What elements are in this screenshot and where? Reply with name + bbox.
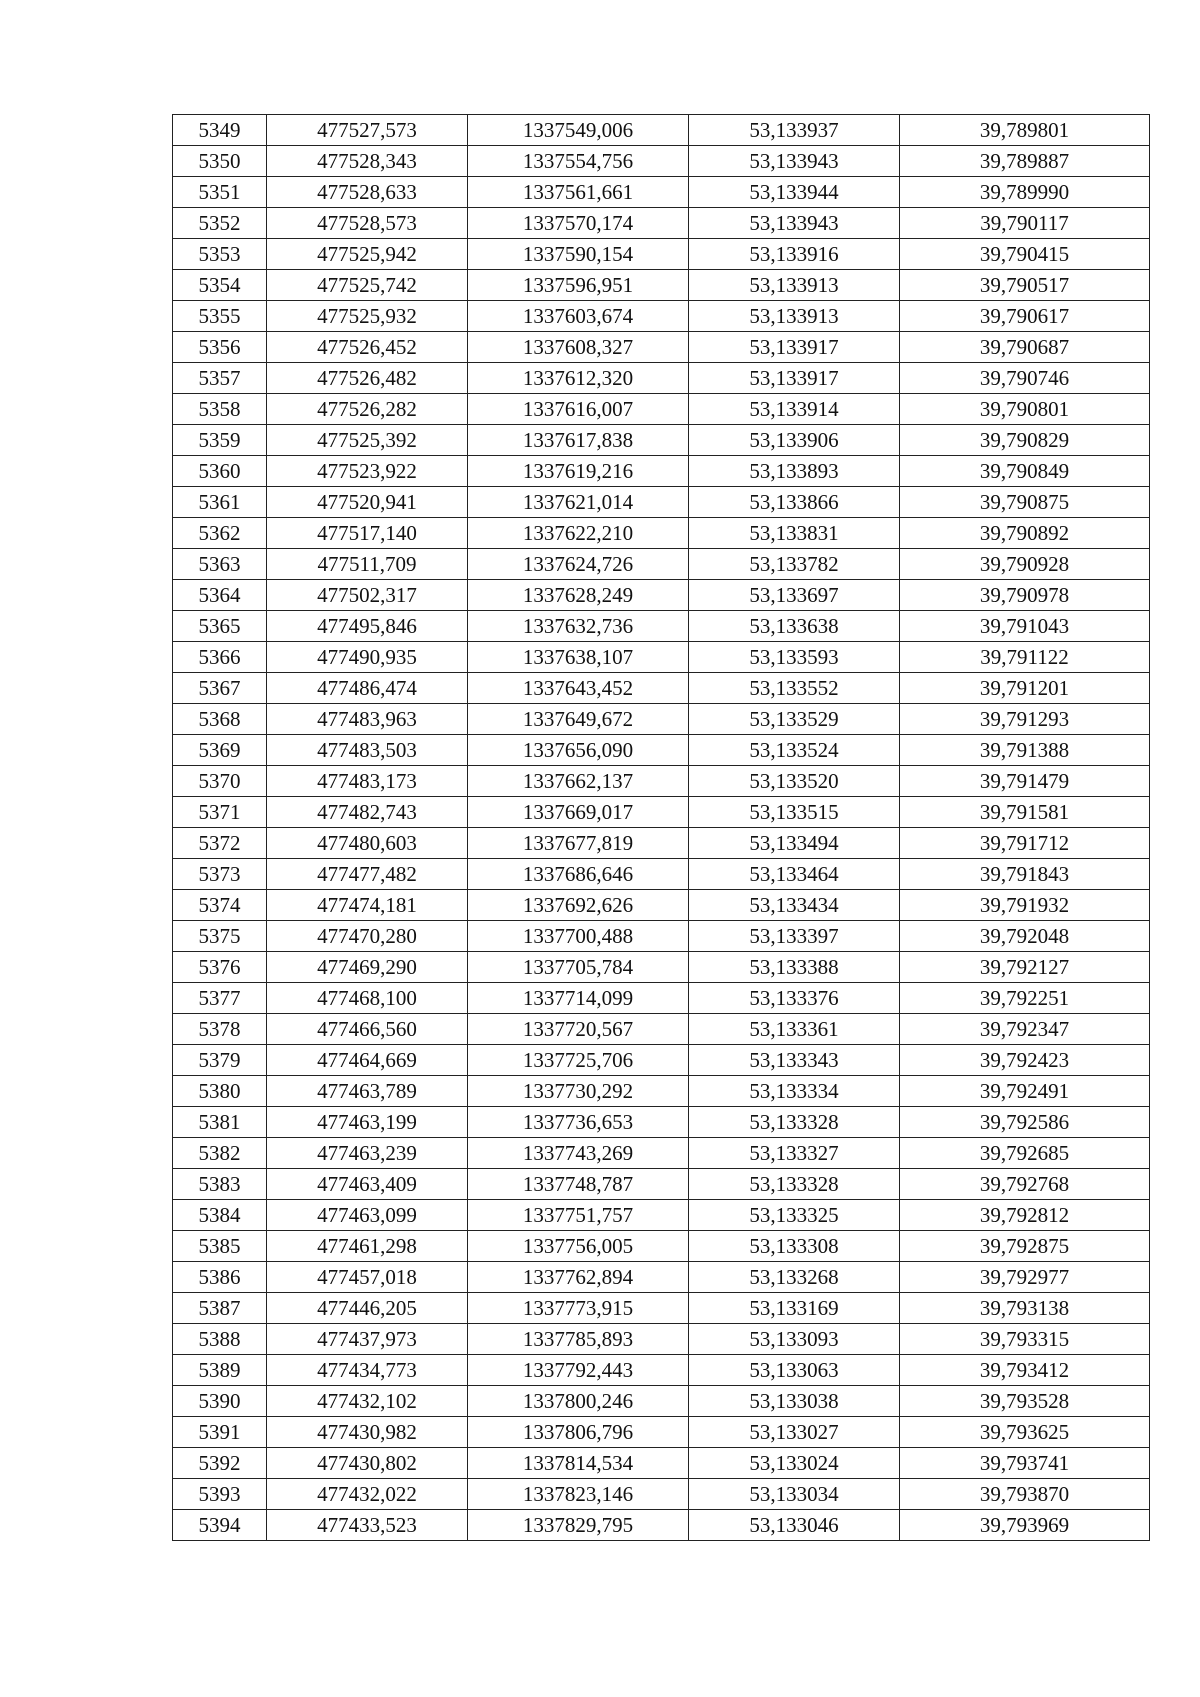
y-coordinate-cell: 1337806,796 — [468, 1417, 689, 1448]
y-coordinate-cell: 1337608,327 — [468, 332, 689, 363]
latitude-cell: 53,133697 — [689, 580, 900, 611]
longitude-cell: 39,790849 — [900, 456, 1150, 487]
table-row — [173, 425, 1150, 456]
point-number-cell: 5360 — [173, 456, 267, 487]
y-coordinate-cell: 1337622,210 — [468, 518, 689, 549]
point-number-cell: 5381 — [173, 1107, 267, 1138]
table-row — [173, 270, 1150, 301]
x-coordinate-cell: 477457,018 — [267, 1262, 468, 1293]
y-coordinate-cell: 1337656,090 — [468, 735, 689, 766]
table-row — [173, 673, 1150, 704]
longitude-cell: 39,792127 — [900, 952, 1150, 983]
latitude-cell: 53,133515 — [689, 797, 900, 828]
longitude-cell: 39,792685 — [900, 1138, 1150, 1169]
table-row — [173, 456, 1150, 487]
y-coordinate-cell: 1337725,706 — [468, 1045, 689, 1076]
point-number-cell: 5354 — [173, 270, 267, 301]
longitude-cell: 39,790415 — [900, 239, 1150, 270]
x-coordinate-cell: 477495,846 — [267, 611, 468, 642]
latitude-cell: 53,133063 — [689, 1355, 900, 1386]
point-number-cell: 5376 — [173, 952, 267, 983]
y-coordinate-cell: 1337628,249 — [468, 580, 689, 611]
y-coordinate-cell: 1337619,216 — [468, 456, 689, 487]
latitude-cell: 53,133944 — [689, 177, 900, 208]
x-coordinate-cell: 477502,317 — [267, 580, 468, 611]
table-row — [173, 797, 1150, 828]
latitude-cell: 53,133914 — [689, 394, 900, 425]
y-coordinate-cell: 1337705,784 — [468, 952, 689, 983]
latitude-cell: 53,133943 — [689, 146, 900, 177]
point-number-cell: 5383 — [173, 1169, 267, 1200]
x-coordinate-cell: 477470,280 — [267, 921, 468, 952]
longitude-cell: 39,791388 — [900, 735, 1150, 766]
table-row — [173, 642, 1150, 673]
latitude-cell: 53,133916 — [689, 239, 900, 270]
longitude-cell: 39,789801 — [900, 115, 1150, 146]
longitude-cell: 39,790875 — [900, 487, 1150, 518]
latitude-cell: 53,133937 — [689, 115, 900, 146]
point-number-cell: 5362 — [173, 518, 267, 549]
y-coordinate-cell: 1337638,107 — [468, 642, 689, 673]
latitude-cell: 53,133529 — [689, 704, 900, 735]
longitude-cell: 39,791043 — [900, 611, 1150, 642]
y-coordinate-cell: 1337762,894 — [468, 1262, 689, 1293]
point-number-cell: 5393 — [173, 1479, 267, 1510]
table-row — [173, 1200, 1150, 1231]
latitude-cell: 53,133046 — [689, 1510, 900, 1541]
y-coordinate-cell: 1337570,174 — [468, 208, 689, 239]
table-row — [173, 1262, 1150, 1293]
x-coordinate-cell: 477477,482 — [267, 859, 468, 890]
longitude-cell: 39,792768 — [900, 1169, 1150, 1200]
table-row — [173, 549, 1150, 580]
table-row — [173, 1324, 1150, 1355]
latitude-cell: 53,133638 — [689, 611, 900, 642]
y-coordinate-cell: 1337814,534 — [468, 1448, 689, 1479]
x-coordinate-cell: 477525,742 — [267, 270, 468, 301]
x-coordinate-cell: 477463,409 — [267, 1169, 468, 1200]
y-coordinate-cell: 1337624,726 — [468, 549, 689, 580]
latitude-cell: 53,133388 — [689, 952, 900, 983]
latitude-cell: 53,133093 — [689, 1324, 900, 1355]
longitude-cell: 39,792251 — [900, 983, 1150, 1014]
y-coordinate-cell: 1337829,795 — [468, 1510, 689, 1541]
longitude-cell: 39,793870 — [900, 1479, 1150, 1510]
y-coordinate-cell: 1337692,626 — [468, 890, 689, 921]
y-coordinate-cell: 1337561,661 — [468, 177, 689, 208]
coordinates-table — [172, 114, 1150, 1541]
y-coordinate-cell: 1337730,292 — [468, 1076, 689, 1107]
table-row — [173, 983, 1150, 1014]
y-coordinate-cell: 1337621,014 — [468, 487, 689, 518]
point-number-cell: 5389 — [173, 1355, 267, 1386]
longitude-cell: 39,792048 — [900, 921, 1150, 952]
point-number-cell: 5368 — [173, 704, 267, 735]
point-number-cell: 5394 — [173, 1510, 267, 1541]
x-coordinate-cell: 477463,239 — [267, 1138, 468, 1169]
longitude-cell: 39,791201 — [900, 673, 1150, 704]
x-coordinate-cell: 477517,140 — [267, 518, 468, 549]
x-coordinate-cell: 477474,181 — [267, 890, 468, 921]
table-row — [173, 1045, 1150, 1076]
point-number-cell: 5375 — [173, 921, 267, 952]
x-coordinate-cell: 477432,022 — [267, 1479, 468, 1510]
table-row — [173, 1231, 1150, 1262]
longitude-cell: 39,793625 — [900, 1417, 1150, 1448]
x-coordinate-cell: 477526,482 — [267, 363, 468, 394]
x-coordinate-cell: 477446,205 — [267, 1293, 468, 1324]
table-row — [173, 890, 1150, 921]
latitude-cell: 53,133169 — [689, 1293, 900, 1324]
point-number-cell: 5364 — [173, 580, 267, 611]
point-number-cell: 5356 — [173, 332, 267, 363]
table-row — [173, 921, 1150, 952]
longitude-cell: 39,791712 — [900, 828, 1150, 859]
point-number-cell: 5361 — [173, 487, 267, 518]
point-number-cell: 5351 — [173, 177, 267, 208]
longitude-cell: 39,790978 — [900, 580, 1150, 611]
x-coordinate-cell: 477469,290 — [267, 952, 468, 983]
table-row — [173, 146, 1150, 177]
longitude-cell: 39,790746 — [900, 363, 1150, 394]
longitude-cell: 39,789887 — [900, 146, 1150, 177]
table-row — [173, 1479, 1150, 1510]
longitude-cell: 39,793412 — [900, 1355, 1150, 1386]
point-number-cell: 5350 — [173, 146, 267, 177]
point-number-cell: 5386 — [173, 1262, 267, 1293]
table-row — [173, 952, 1150, 983]
x-coordinate-cell: 477434,773 — [267, 1355, 468, 1386]
x-coordinate-cell: 477464,669 — [267, 1045, 468, 1076]
y-coordinate-cell: 1337649,672 — [468, 704, 689, 735]
point-number-cell: 5369 — [173, 735, 267, 766]
longitude-cell: 39,792347 — [900, 1014, 1150, 1045]
y-coordinate-cell: 1337748,787 — [468, 1169, 689, 1200]
x-coordinate-cell: 477466,560 — [267, 1014, 468, 1045]
latitude-cell: 53,133343 — [689, 1045, 900, 1076]
point-number-cell: 5387 — [173, 1293, 267, 1324]
table-row — [173, 580, 1150, 611]
latitude-cell: 53,133464 — [689, 859, 900, 890]
y-coordinate-cell: 1337785,893 — [468, 1324, 689, 1355]
table-row — [173, 115, 1150, 146]
latitude-cell: 53,133434 — [689, 890, 900, 921]
point-number-cell: 5374 — [173, 890, 267, 921]
point-number-cell: 5370 — [173, 766, 267, 797]
longitude-cell: 39,792977 — [900, 1262, 1150, 1293]
table-row — [173, 1386, 1150, 1417]
y-coordinate-cell: 1337743,269 — [468, 1138, 689, 1169]
latitude-cell: 53,133325 — [689, 1200, 900, 1231]
table-row — [173, 363, 1150, 394]
y-coordinate-cell: 1337800,246 — [468, 1386, 689, 1417]
longitude-cell: 39,791843 — [900, 859, 1150, 890]
table-row — [173, 1107, 1150, 1138]
latitude-cell: 53,133552 — [689, 673, 900, 704]
y-coordinate-cell: 1337612,320 — [468, 363, 689, 394]
x-coordinate-cell: 477483,173 — [267, 766, 468, 797]
longitude-cell: 39,792812 — [900, 1200, 1150, 1231]
point-number-cell: 5365 — [173, 611, 267, 642]
point-number-cell: 5384 — [173, 1200, 267, 1231]
longitude-cell: 39,793528 — [900, 1386, 1150, 1417]
x-coordinate-cell: 477461,298 — [267, 1231, 468, 1262]
table-row — [173, 1510, 1150, 1541]
table-row — [173, 1417, 1150, 1448]
longitude-cell: 39,791293 — [900, 704, 1150, 735]
table-row — [173, 735, 1150, 766]
y-coordinate-cell: 1337596,951 — [468, 270, 689, 301]
x-coordinate-cell: 477430,802 — [267, 1448, 468, 1479]
x-coordinate-cell: 477520,941 — [267, 487, 468, 518]
table-row — [173, 239, 1150, 270]
longitude-cell: 39,793138 — [900, 1293, 1150, 1324]
table-row — [173, 1014, 1150, 1045]
x-coordinate-cell: 477430,982 — [267, 1417, 468, 1448]
longitude-cell: 39,790892 — [900, 518, 1150, 549]
point-number-cell: 5357 — [173, 363, 267, 394]
point-number-cell: 5366 — [173, 642, 267, 673]
x-coordinate-cell: 477468,100 — [267, 983, 468, 1014]
x-coordinate-cell: 477483,503 — [267, 735, 468, 766]
y-coordinate-cell: 1337554,756 — [468, 146, 689, 177]
latitude-cell: 53,133361 — [689, 1014, 900, 1045]
x-coordinate-cell: 477525,942 — [267, 239, 468, 270]
point-number-cell: 5388 — [173, 1324, 267, 1355]
table-row — [173, 394, 1150, 425]
longitude-cell: 39,793741 — [900, 1448, 1150, 1479]
table-row — [173, 208, 1150, 239]
y-coordinate-cell: 1337669,017 — [468, 797, 689, 828]
table-row — [173, 487, 1150, 518]
point-number-cell: 5377 — [173, 983, 267, 1014]
coordinates-table-body — [173, 115, 1150, 1541]
table-row — [173, 1293, 1150, 1324]
x-coordinate-cell: 477463,099 — [267, 1200, 468, 1231]
longitude-cell: 39,792491 — [900, 1076, 1150, 1107]
latitude-cell: 53,133038 — [689, 1386, 900, 1417]
latitude-cell: 53,133376 — [689, 983, 900, 1014]
latitude-cell: 53,133328 — [689, 1169, 900, 1200]
latitude-cell: 53,133027 — [689, 1417, 900, 1448]
longitude-cell: 39,790617 — [900, 301, 1150, 332]
point-number-cell: 5367 — [173, 673, 267, 704]
point-number-cell: 5349 — [173, 115, 267, 146]
point-number-cell: 5371 — [173, 797, 267, 828]
longitude-cell: 39,790517 — [900, 270, 1150, 301]
y-coordinate-cell: 1337773,915 — [468, 1293, 689, 1324]
table-row — [173, 611, 1150, 642]
longitude-cell: 39,790801 — [900, 394, 1150, 425]
latitude-cell: 53,133308 — [689, 1231, 900, 1262]
latitude-cell: 53,133334 — [689, 1076, 900, 1107]
longitude-cell: 39,791581 — [900, 797, 1150, 828]
y-coordinate-cell: 1337823,146 — [468, 1479, 689, 1510]
y-coordinate-cell: 1337549,006 — [468, 115, 689, 146]
latitude-cell: 53,133831 — [689, 518, 900, 549]
point-number-cell: 5391 — [173, 1417, 267, 1448]
latitude-cell: 53,133943 — [689, 208, 900, 239]
table-row — [173, 1355, 1150, 1386]
latitude-cell: 53,133268 — [689, 1262, 900, 1293]
point-number-cell: 5363 — [173, 549, 267, 580]
y-coordinate-cell: 1337756,005 — [468, 1231, 689, 1262]
latitude-cell: 53,133906 — [689, 425, 900, 456]
latitude-cell: 53,133524 — [689, 735, 900, 766]
y-coordinate-cell: 1337603,674 — [468, 301, 689, 332]
latitude-cell: 53,133397 — [689, 921, 900, 952]
latitude-cell: 53,133782 — [689, 549, 900, 580]
longitude-cell: 39,791932 — [900, 890, 1150, 921]
table-row — [173, 859, 1150, 890]
table-row — [173, 1448, 1150, 1479]
x-coordinate-cell: 477463,199 — [267, 1107, 468, 1138]
x-coordinate-cell: 477525,392 — [267, 425, 468, 456]
y-coordinate-cell: 1337643,452 — [468, 673, 689, 704]
latitude-cell: 53,133913 — [689, 301, 900, 332]
x-coordinate-cell: 477528,633 — [267, 177, 468, 208]
x-coordinate-cell: 477437,973 — [267, 1324, 468, 1355]
longitude-cell: 39,792423 — [900, 1045, 1150, 1076]
y-coordinate-cell: 1337751,757 — [468, 1200, 689, 1231]
point-number-cell: 5380 — [173, 1076, 267, 1107]
y-coordinate-cell: 1337590,154 — [468, 239, 689, 270]
latitude-cell: 53,133034 — [689, 1479, 900, 1510]
longitude-cell: 39,791122 — [900, 642, 1150, 673]
y-coordinate-cell: 1337720,567 — [468, 1014, 689, 1045]
point-number-cell: 5352 — [173, 208, 267, 239]
y-coordinate-cell: 1337662,137 — [468, 766, 689, 797]
latitude-cell: 53,133593 — [689, 642, 900, 673]
longitude-cell: 39,792586 — [900, 1107, 1150, 1138]
x-coordinate-cell: 477490,935 — [267, 642, 468, 673]
x-coordinate-cell: 477528,343 — [267, 146, 468, 177]
point-number-cell: 5372 — [173, 828, 267, 859]
latitude-cell: 53,133866 — [689, 487, 900, 518]
x-coordinate-cell: 477523,922 — [267, 456, 468, 487]
point-number-cell: 5378 — [173, 1014, 267, 1045]
x-coordinate-cell: 477463,789 — [267, 1076, 468, 1107]
table-row — [173, 301, 1150, 332]
latitude-cell: 53,133327 — [689, 1138, 900, 1169]
point-number-cell: 5355 — [173, 301, 267, 332]
latitude-cell: 53,133520 — [689, 766, 900, 797]
latitude-cell: 53,133913 — [689, 270, 900, 301]
longitude-cell: 39,792875 — [900, 1231, 1150, 1262]
longitude-cell: 39,790928 — [900, 549, 1150, 580]
latitude-cell: 53,133917 — [689, 363, 900, 394]
longitude-cell: 39,791479 — [900, 766, 1150, 797]
table-row — [173, 704, 1150, 735]
x-coordinate-cell: 477527,573 — [267, 115, 468, 146]
latitude-cell: 53,133893 — [689, 456, 900, 487]
x-coordinate-cell: 477480,603 — [267, 828, 468, 859]
table-row — [173, 332, 1150, 363]
y-coordinate-cell: 1337677,819 — [468, 828, 689, 859]
longitude-cell: 39,790687 — [900, 332, 1150, 363]
point-number-cell: 5390 — [173, 1386, 267, 1417]
x-coordinate-cell: 477511,709 — [267, 549, 468, 580]
point-number-cell: 5382 — [173, 1138, 267, 1169]
latitude-cell: 53,133024 — [689, 1448, 900, 1479]
latitude-cell: 53,133328 — [689, 1107, 900, 1138]
latitude-cell: 53,133494 — [689, 828, 900, 859]
y-coordinate-cell: 1337736,653 — [468, 1107, 689, 1138]
y-coordinate-cell: 1337617,838 — [468, 425, 689, 456]
y-coordinate-cell: 1337686,646 — [468, 859, 689, 890]
y-coordinate-cell: 1337632,736 — [468, 611, 689, 642]
y-coordinate-cell: 1337792,443 — [468, 1355, 689, 1386]
x-coordinate-cell: 477528,573 — [267, 208, 468, 239]
longitude-cell: 39,790117 — [900, 208, 1150, 239]
table-row — [173, 766, 1150, 797]
x-coordinate-cell: 477525,932 — [267, 301, 468, 332]
x-coordinate-cell: 477486,474 — [267, 673, 468, 704]
point-number-cell: 5385 — [173, 1231, 267, 1262]
point-number-cell: 5353 — [173, 239, 267, 270]
point-number-cell: 5359 — [173, 425, 267, 456]
x-coordinate-cell: 477433,523 — [267, 1510, 468, 1541]
y-coordinate-cell: 1337714,099 — [468, 983, 689, 1014]
point-number-cell: 5358 — [173, 394, 267, 425]
table-row — [173, 1138, 1150, 1169]
table-row — [173, 1169, 1150, 1200]
table-row — [173, 518, 1150, 549]
point-number-cell: 5379 — [173, 1045, 267, 1076]
point-number-cell: 5373 — [173, 859, 267, 890]
latitude-cell: 53,133917 — [689, 332, 900, 363]
longitude-cell: 39,793969 — [900, 1510, 1150, 1541]
y-coordinate-cell: 1337616,007 — [468, 394, 689, 425]
longitude-cell: 39,790829 — [900, 425, 1150, 456]
point-number-cell: 5392 — [173, 1448, 267, 1479]
x-coordinate-cell: 477432,102 — [267, 1386, 468, 1417]
longitude-cell: 39,789990 — [900, 177, 1150, 208]
x-coordinate-cell: 477526,452 — [267, 332, 468, 363]
y-coordinate-cell: 1337700,488 — [468, 921, 689, 952]
longitude-cell: 39,793315 — [900, 1324, 1150, 1355]
x-coordinate-cell: 477482,743 — [267, 797, 468, 828]
x-coordinate-cell: 477483,963 — [267, 704, 468, 735]
table-row — [173, 828, 1150, 859]
table-row — [173, 177, 1150, 208]
x-coordinate-cell: 477526,282 — [267, 394, 468, 425]
table-row — [173, 1076, 1150, 1107]
